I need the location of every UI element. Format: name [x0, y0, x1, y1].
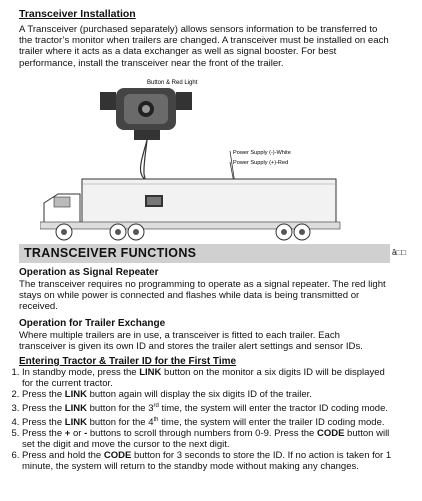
step-2: 2. Press the LINK button again will display the six digits ID of the trailer.: [22, 390, 392, 401]
repeater-body: The transceiver requires no programming to operate as a signal repeater. The red light stays on while power is connected and flashes while data is being transmitted or received.: [19, 279, 386, 313]
label-power-negative: Power Supply (-)-White: [233, 150, 291, 156]
truck-illustration: [40, 179, 340, 240]
step-1: 1. In standby mode, press the LINK button on the monitor a six digits ID will be displayed for the current tractor.: [22, 368, 392, 390]
exchange-title: Operation for Trailer Exchange: [19, 318, 166, 329]
step-5: 5. Press the + or - buttons to scroll through numbers from 0-9. Press the CODE button will set the digit and move the cursor to the next digit.: [22, 429, 392, 451]
transceiver-unit: [100, 88, 192, 140]
repeater-title: Operation as Signal Repeater: [19, 267, 159, 278]
step-6: 6. Press and hold the CODE button for 3 seconds to store the ID. If no action is taken for 1 minute, the system will return to the standby mode without making any changes.: [22, 451, 392, 473]
install-title: Transceiver Installation: [19, 8, 136, 20]
diagram-label-top: Button & Red Light: [147, 80, 198, 86]
exchange-body: Where multiple trailers are in use, a transceiver is fitted to each trailer. Each transceiver is given its own ID and stores the trailer alert settings and sensor IDs.: [19, 330, 363, 353]
step-4: 4. Press the LINK button for the 4th time, the system will enter the trailer ID coding mode.: [22, 415, 392, 429]
functions-banner: TRANSCEIVER FUNCTIONS: [19, 244, 390, 263]
label-power-positive: Power Supply (+)-Red: [233, 160, 289, 166]
stray-characters: â□□: [392, 248, 407, 257]
step-3: 3. Press the LINK button for the 3rd time, the system will enter the tractor ID coding mode.: [22, 401, 392, 415]
installation-diagram: [40, 76, 390, 244]
install-body: A Transceiver (purchased separately) allows sensors information to be transferred to the tractor’s monitor when trailers are changed. A transceiver must be installed on each trailer where it acts as a data exchanger as well as signal booster. For best performance, install the transceiver near the front of the trailer.: [19, 24, 389, 69]
entering-title: Entering Tractor & Trailer ID for the First Time: [19, 356, 237, 367]
steps-list: [0, 368, 392, 472]
